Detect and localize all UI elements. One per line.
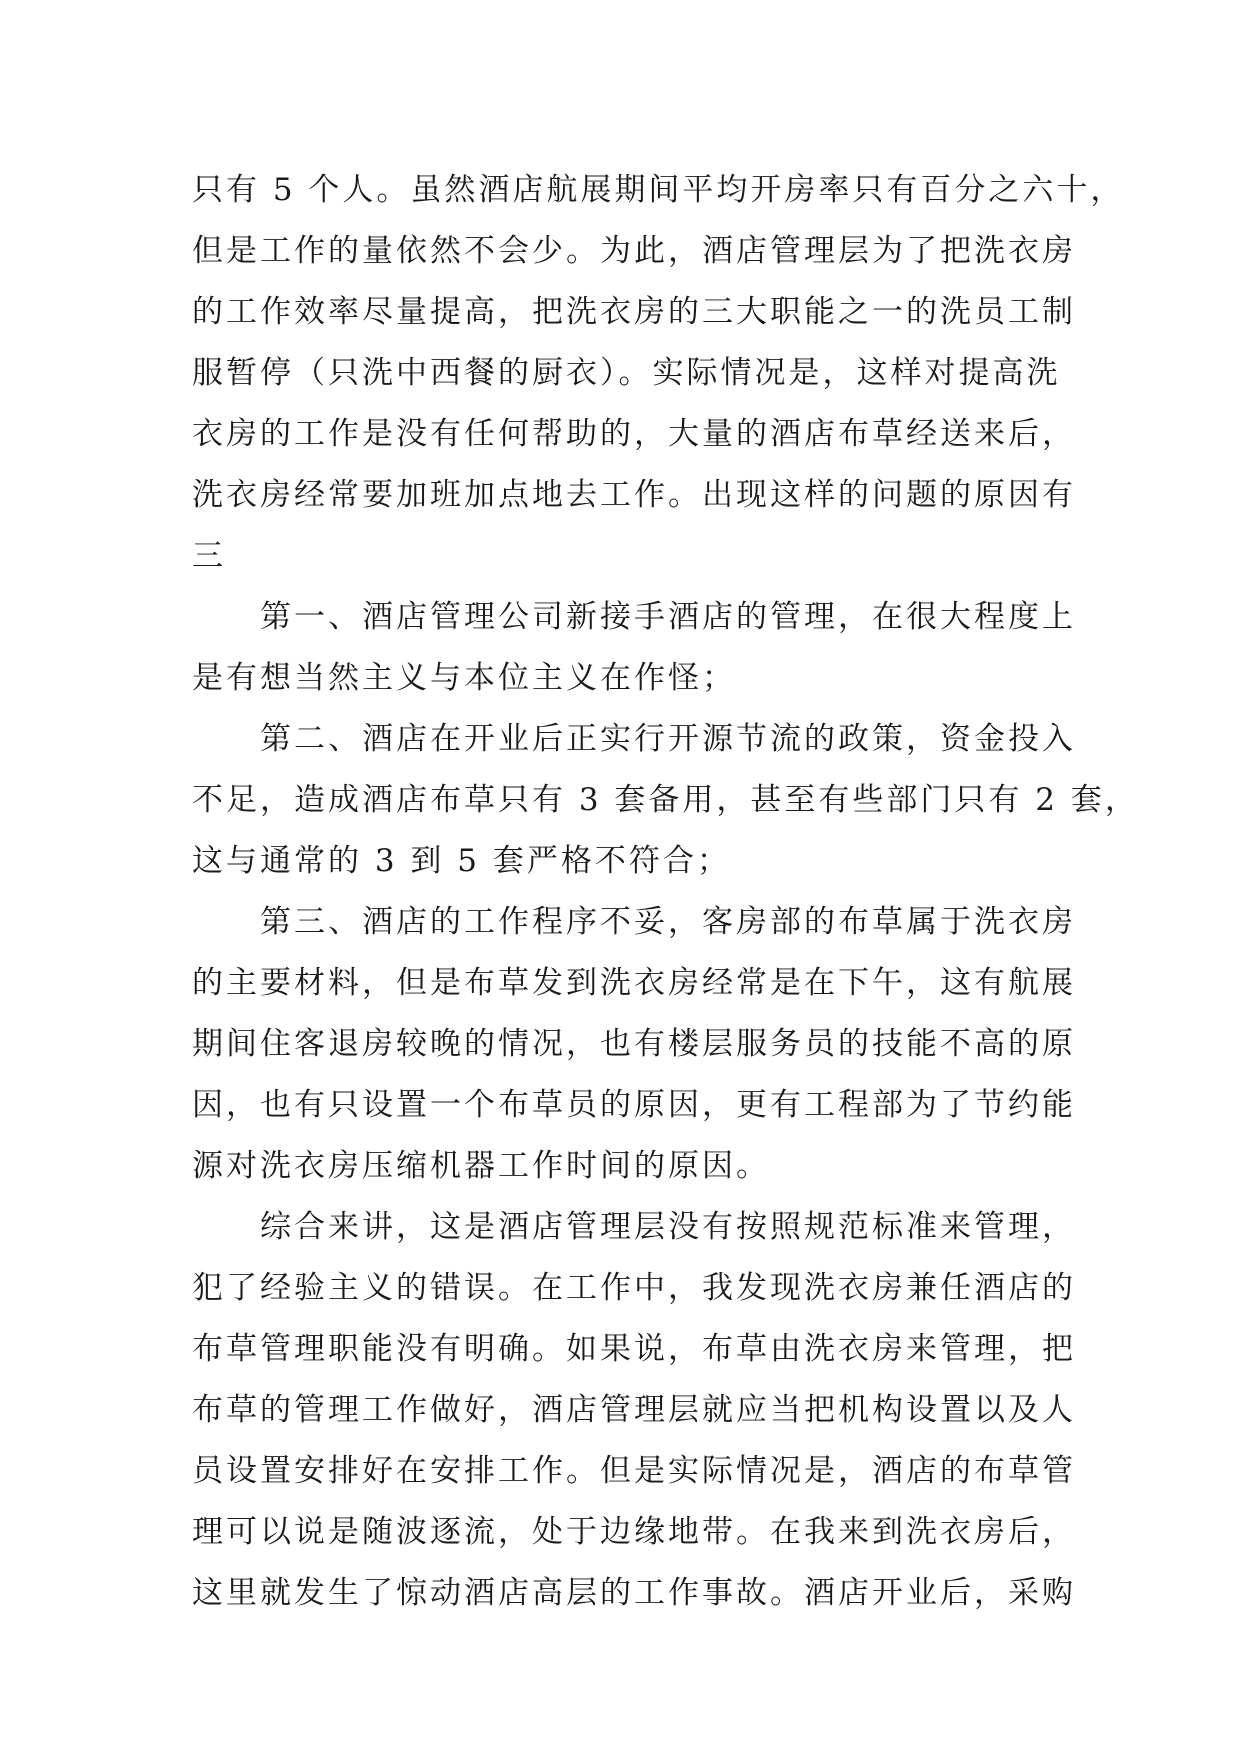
paragraph-first-line: 综合来讲，这是酒店管理层没有按照规范标准来管理，: [260, 1209, 1076, 1245]
body-text: [192, 160, 1139, 1624]
text-line: 犯了经验主义的错误。在工作中，我发现洗衣房兼任酒店的: [192, 1270, 1076, 1306]
text-line: 这与通常的 3 到 5 套严格不符合；: [192, 843, 731, 879]
text-line: 期间住客退房较晚的情况，也有楼层服务员的技能不高的原: [192, 1026, 1076, 1062]
paragraph-first-line: 第一、酒店管理公司新接手酒店的管理，在很大程度上: [260, 599, 1076, 635]
text-line: 源对洗衣房压缩机器工作时间的原因。: [192, 1148, 770, 1184]
text-line: 布草管理职能没有明确。如果说，布草由洗衣房来管理，把: [192, 1331, 1076, 1367]
text-line: 衣房的工作是没有任何帮助的，大量的酒店布草经送来后，: [192, 416, 1076, 452]
text-line: 因，也有只设置一个布草员的原因，更有工程部为了节约能: [192, 1087, 1076, 1123]
text-line: 不足，造成酒店布草只有 3 套备用，甚至有些部门只有 2 套，: [192, 782, 1139, 818]
text-line: 服暂停（只洗中西餐的厨衣）。实际情况是，这样对提高洗: [192, 355, 1061, 391]
paragraph-first-line: 第二、酒店在开业后正实行开源节流的政策，资金投入: [260, 721, 1076, 757]
text-line: 但是工作的量依然不会少。为此，酒店管理层为了把洗衣房: [192, 233, 1076, 269]
paragraph-first-line: 第三、酒店的工作程序不妥，客房部的布草属于洗衣房: [260, 904, 1076, 940]
text-line: 洗衣房经常要加班加点地去工作。出现这样的问题的原因有: [192, 477, 1076, 513]
text-line: 员设置安排好在安排工作。但是实际情况是，酒店的布草管: [192, 1453, 1076, 1489]
text-line: 是有想当然主义与本位主义在作怪；: [192, 660, 736, 696]
text-line: 的工作效率尽量提高，把洗衣房的三大职能之一的洗员工制: [192, 294, 1076, 330]
text-line: 的主要材料，但是布草发到洗衣房经常是在下午，这有航展: [192, 965, 1076, 1001]
text-line: 布草的管理工作做好，酒店管理层就应当把机构设置以及人: [192, 1392, 1076, 1428]
text-line: 理可以说是随波逐流，处于边缘地带。在我来到洗衣房后，: [192, 1514, 1076, 1550]
text-line: 这里就发生了惊动酒店高层的工作事故。酒店开业后，采购: [192, 1575, 1076, 1611]
text-line: 只有 5 个人。虽然酒店航展期间平均开房率只有百分之六十，: [192, 172, 1125, 208]
text-line: 三: [192, 538, 226, 574]
